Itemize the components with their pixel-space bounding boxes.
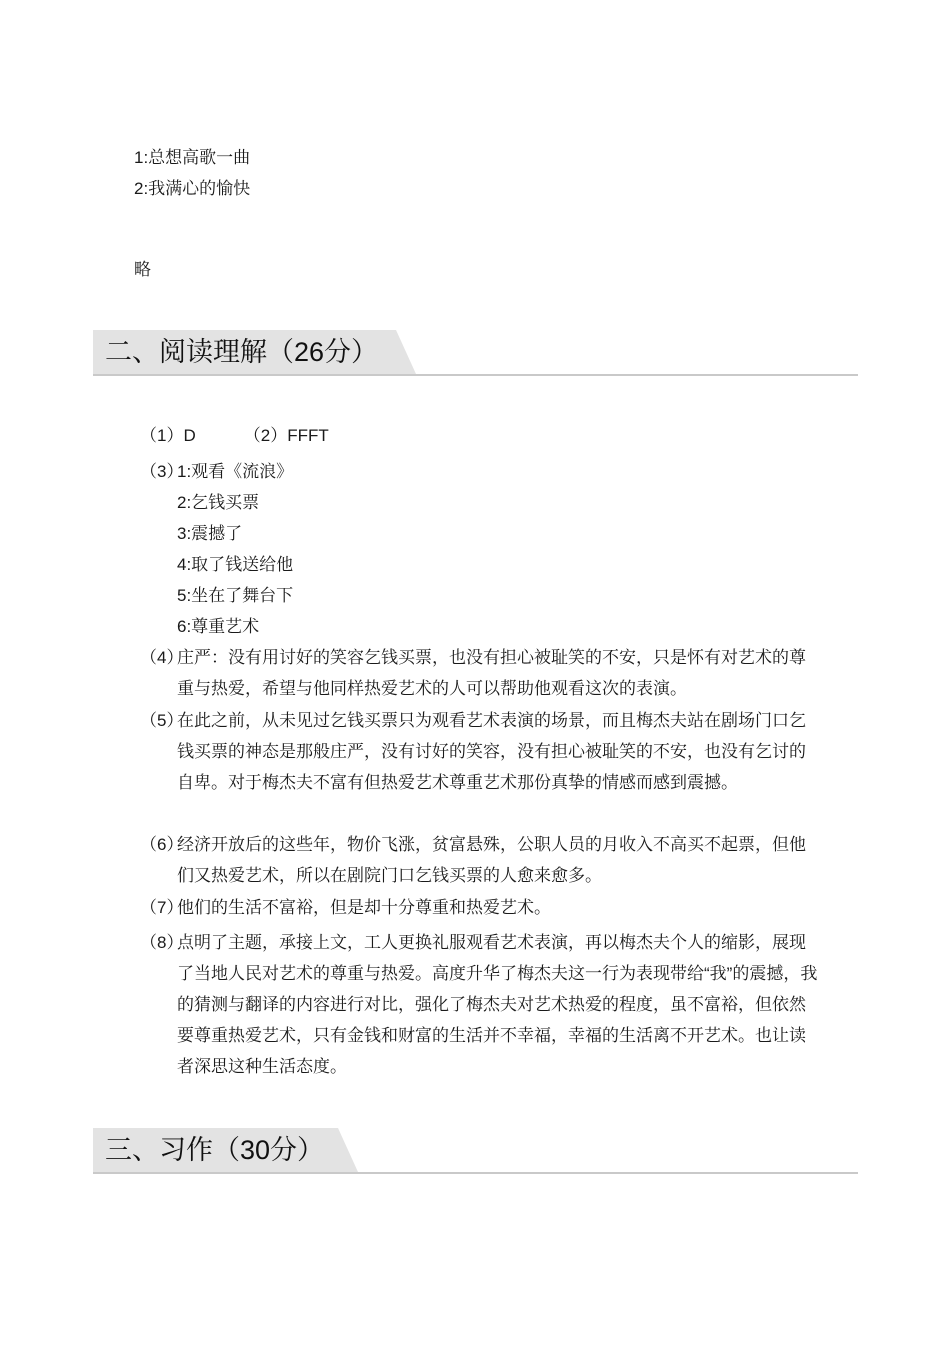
q8-text: 点明了主题，承接上文，工人更换礼服观看艺术表演，再以梅杰夫个人的缩影，展现了当地人民对艺术的尊重与热爱。高度升华了梅杰夫这一行为表现带给“我”的震撼，我的猜测与翻译的内容进行对比，强化了梅杰夫对艺术热爱的程度，虽不富裕，但依然要尊重热爱艺术，只有金钱和财富的生活并不幸福，幸福的生活离不开艺术。也让读者深思这种生活态度。 [177, 933, 818, 1076]
answer-line-1: 1:总想高歌一曲 [134, 148, 251, 167]
q3-item: 4:取了钱送给他 [177, 555, 294, 574]
section-header-reading [93, 330, 858, 376]
q5-number: （5） [140, 711, 184, 730]
answer-q7 [140, 892, 820, 923]
answer-q4 [140, 642, 820, 704]
answer-q3 [140, 456, 820, 642]
q3-item: 5:坐在了舞台下 [177, 586, 294, 605]
section-header-writing [93, 1128, 858, 1174]
q1-answer: D [183, 426, 196, 445]
q1-number: （1） [140, 426, 184, 445]
q6-number: （6） [140, 835, 184, 854]
q2-number: （2） [243, 426, 288, 445]
q3-item: 1:观看《流浪》 [177, 462, 294, 481]
q6-text: 经济开放后的这些年，物价飞涨，贫富悬殊，公职人员的月收入不高买不起票，但他们又热爱艺术，所以在剧院门口乞钱买票的人愈来愈多。 [177, 835, 806, 885]
answer-q5 [140, 705, 820, 798]
answers-q1-q2 [140, 420, 329, 451]
section-header-rule [93, 374, 858, 376]
omitted-answer: 略 [134, 260, 151, 279]
answer-q8 [140, 927, 820, 1082]
q3-item: 3:震撼了 [177, 524, 243, 543]
q2-answer: FFFT [287, 426, 329, 445]
q4-text: 庄严：没有用讨好的笑容乞钱买票，也没有担心被耻笑的不安，只是怀有对艺术的尊重与热爱，希望与他同样热爱艺术的人可以帮助他观看这次的表演。 [177, 648, 806, 698]
answer-q6 [140, 829, 820, 891]
section-header-rule [93, 1172, 858, 1174]
q5-text: 在此之前，从未见过乞钱买票只为观看艺术表演的场景，而且梅杰夫站在剧场门口乞钱买票的神态是那般庄严，没有讨好的笑容，没有担心被耻笑的不安，也没有乞讨的自卑。对于梅杰夫不富有但热爱艺术尊重艺术那份真挚的情感而感到震撼。 [177, 711, 806, 792]
q4-number: （4） [140, 648, 184, 667]
q3-item: 6:尊重艺术 [177, 617, 260, 636]
section-title: 二、阅读理解（26分） [105, 337, 379, 367]
section-title: 三、习作（30分） [105, 1135, 325, 1165]
q7-number: （7） [140, 898, 184, 917]
q3-item: 2:乞钱买票 [177, 493, 260, 512]
answer-line-2: 2:我满心的愉快 [134, 179, 251, 198]
q8-number: （8） [140, 933, 184, 952]
q7-text: 他们的生活不富裕，但是却十分尊重和热爱艺术。 [177, 898, 551, 917]
q3-number: （3） [140, 462, 184, 481]
